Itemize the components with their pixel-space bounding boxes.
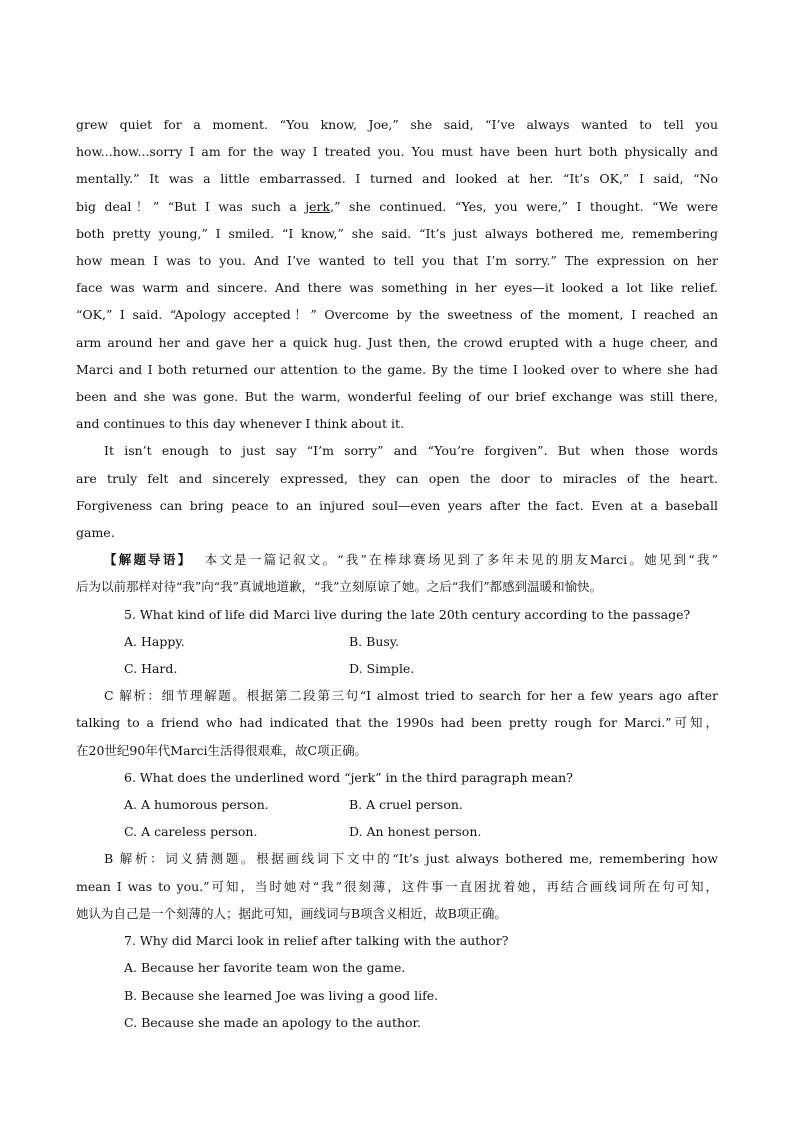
option-d: D. An honest person. — [349, 824, 482, 840]
guide-section — [76, 546, 718, 600]
document-body — [76, 111, 718, 1036]
option-d: D. Simple. — [349, 661, 415, 677]
text-line: game. — [76, 525, 115, 541]
text-line: both pretty young,” I smiled. “I know,” she said. “It’s just always bothered me, remembering — [76, 225, 718, 241]
text-line: grew quiet for a moment. “You know, Joe,” she said, “I’ve always wanted to tell you — [76, 117, 718, 132]
passage-paragraph-1 — [76, 111, 718, 437]
question-7 — [76, 927, 718, 1036]
text-line: “OK,” I said. “Apology accepted！” Overcome by the sweetness of the moment, I reached an — [76, 307, 718, 323]
text-line: and continues to this day whenever I think about it. — [76, 416, 405, 432]
option-a: A. Because her favorite team won the game. — [124, 960, 406, 976]
answer-line: B 解析：词义猜测题。根据画线词下文中的“It’s just always bothered me, remembering how — [104, 851, 718, 867]
options-row — [76, 628, 718, 655]
options-row — [76, 791, 718, 818]
question-text: 7. Why did Marci look in relief after talking with the author? — [124, 933, 509, 949]
answer-line: 她认为自己是一个刻薄的人；据此可知，画线词与B项含义相近，故B项正确。 — [76, 905, 507, 921]
guide-text: 本文是一篇记叙文。“我”在棒球赛场见到了多年未见的朋友Marci。她见到“我” — [204, 552, 718, 568]
option-a: A. A humorous person. — [124, 797, 269, 813]
option-a: A. Happy. — [124, 633, 185, 649]
text-line: how...how...sorry I am for the way I treated you. You must have been hurt both physically and — [76, 144, 718, 160]
answer-line: 在20世纪90年代Marci生活得很艰难，故C项正确。 — [76, 742, 368, 758]
answer-line: mean I was to you.”可知，当时她对“我”很刻薄，这件事一直困扰着她，再结合画线词所在句可知， — [76, 878, 718, 894]
text-line: arm around her and gave her a quick hug. Just then, the crowd erupted with a huge cheer, and — [76, 334, 718, 350]
question-6 — [76, 764, 718, 927]
text-line: Marci and I both returned our attention to the game. By the time I looked over to where she had — [76, 361, 718, 377]
question-text: 6. What does the underlined word “jerk” in the third paragraph mean? — [124, 769, 573, 785]
option-c: C. Hard. — [124, 661, 178, 677]
options-row — [76, 655, 718, 682]
option-c: C. Because she made an apology to the author. — [124, 1014, 422, 1030]
question-5 — [76, 601, 718, 764]
text-line: mentally.” It was a little embarrassed. I turned and looked at her. “It’s OK,” I said, “No — [76, 171, 718, 187]
underlined-word-jerk: jerk — [305, 198, 331, 214]
text-line: how mean I was to you. And I’ve wanted to tell you that I’m sorry.” The expression on her — [76, 253, 718, 269]
answer-line: talking to a friend who had indicated that the 1990s had been pretty rough for Marci.”可知， — [76, 715, 718, 731]
text-line: It isn’t enough to just say “I’m sorry” and “You’re forgiven”. But when those words — [104, 443, 718, 459]
guide-label: 【解题导语】 — [104, 552, 193, 568]
option-b: B. Because she learned Joe was living a good life. — [124, 987, 439, 1003]
text-line — [76, 546, 718, 573]
text-line: Forgiveness can bring peace to an injured soul—even years after the fact. Even at a baseball — [76, 497, 718, 513]
option-b: B. A cruel person. — [349, 797, 463, 813]
text-line: face was warm and sincere. And there was something in her eyes—it looked a lot like relief. — [76, 280, 718, 296]
question-text: 5. What kind of life did Marci live during the late 20th century according to the passage? — [124, 606, 691, 622]
option-c: C. A careless person. — [124, 824, 258, 840]
options-row — [76, 818, 718, 845]
text-line: are truly felt and sincerely expressed, they can open the door to miracles of the heart. — [76, 470, 718, 486]
text-line — [76, 193, 718, 220]
text-segment: ,” she continued. “Yes, you were,” I thought. “We were — [330, 198, 718, 214]
text-line: been and she was gone. But the warm, wonderful feeling of our brief exchange was still there, — [76, 389, 718, 405]
option-b: B. Busy. — [349, 633, 400, 649]
passage-paragraph-2 — [76, 437, 718, 546]
answer-line: C 解析：细节理解题。根据第二段第三句“I almost tried to search for her a few years ago after — [104, 688, 718, 704]
text-segment: big deal！” “But I was such a — [76, 198, 306, 214]
text-line: 后为以前那样对待“我”向“我”真诚地道歉，“我”立刻原谅了她。之后“我们”都感到温暖和愉快。 — [76, 579, 603, 595]
